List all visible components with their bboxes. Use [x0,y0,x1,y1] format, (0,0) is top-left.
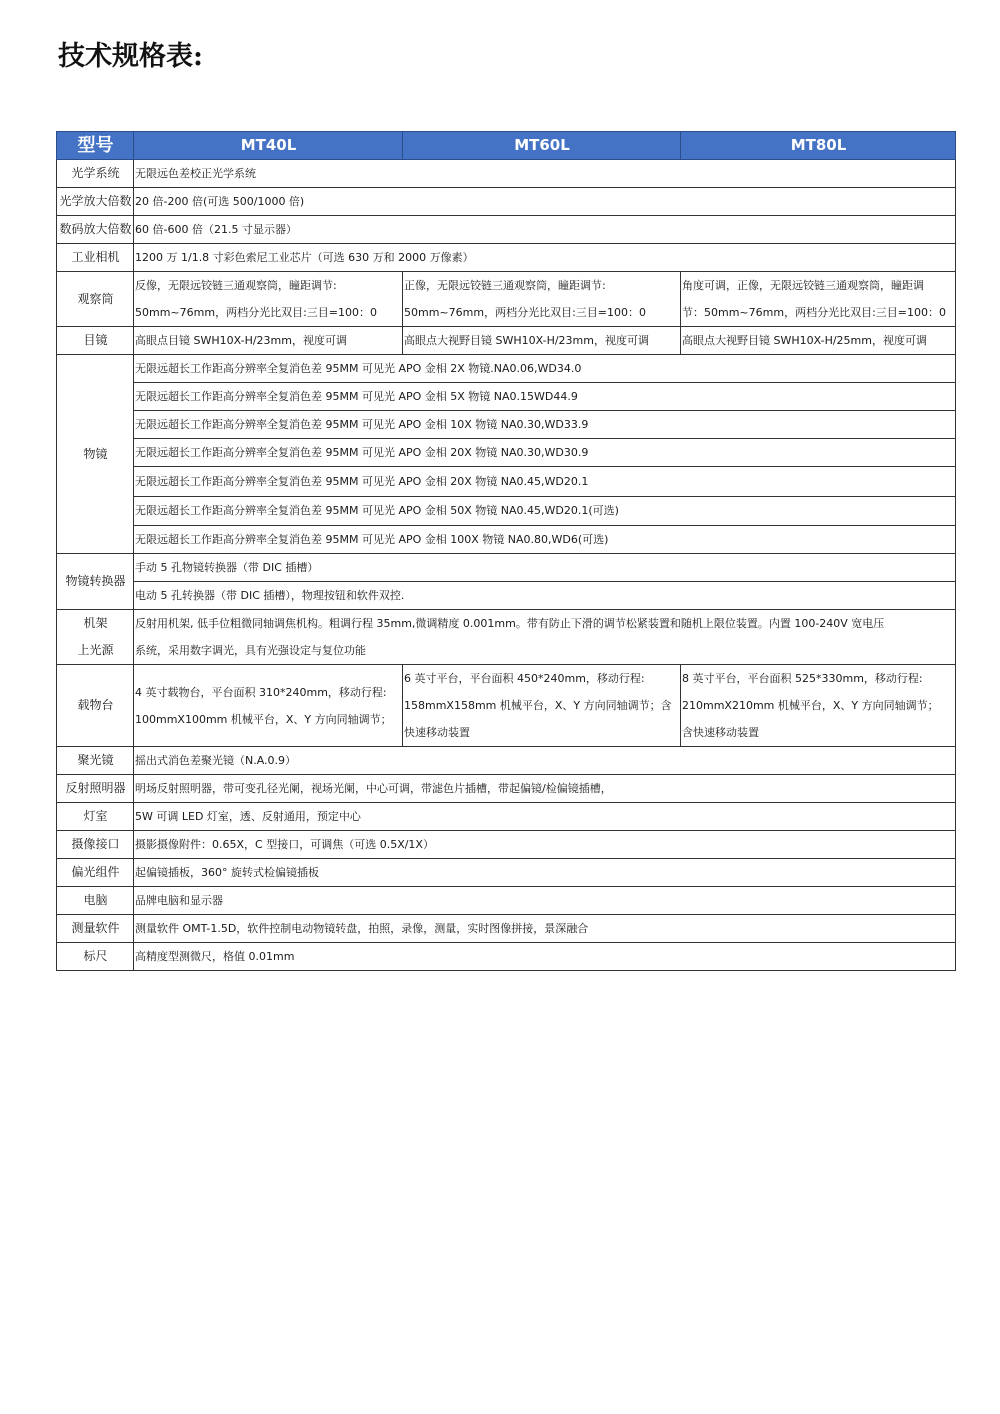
eyepiece-mt80l: 高眼点大视野目镜 SWH10X-H/25mm，视度可调 [681,327,956,355]
objective-item: 无限远超长工作距高分辨率全复消色差 95MM 可见光 APO 金相 20X 物镜 NA0.30,WD30.9 [134,439,956,467]
row-label: 灯室 [57,803,134,831]
row-value: 摇出式消色差聚光镜（N.A.0.9） [134,747,956,775]
row-value: 60 倍-600 倍（21.5 寸显示器） [134,216,956,244]
row-optics-system [57,160,956,188]
row-value: 起偏镜插板，360° 旋转式检偏镜插板 [134,859,956,887]
frame-value [134,610,956,665]
header-row [57,132,956,160]
row-lamp [57,803,956,831]
nosepiece-item: 电动 5 孔转换器（带 DIC 插槽），物理按钮和软件双控. [134,582,956,610]
row-label: 物镜 [57,355,134,554]
row-objective [57,439,956,467]
row-value: 无限远色差校正光学系统 [134,160,956,188]
cell-line: 快速移动装置 [404,726,470,739]
light-source-label: 上光源 [77,643,114,657]
row-camera [57,244,956,272]
row-value: 高精度型测微尺，格值 0.01mm [134,943,956,971]
row-objective [57,467,956,497]
header-model-label: 型号 [57,132,134,160]
cell-line: 正像，无限远铰链三通观察筒，瞳距调节: [404,279,606,292]
cell-line: 210mmX210mm 机械平台，X、Y 方向同轴调节； [682,699,939,712]
frame-label: 机架 [83,616,108,630]
row-computer [57,887,956,915]
cell-line: 8 英寸平台，平台面积 525*330mm，移动行程: [682,672,923,685]
row-value: 测量软件 OMT-1.5D，软件控制电动物镜转盘，拍照，录像，测量，实时图像拼接，景深融合 [134,915,956,943]
row-value: 品牌电脑和显示器 [134,887,956,915]
row-reflector [57,775,956,803]
nosepiece-item: 手动 5 孔物镜转换器（带 DIC 插槽） [134,554,956,582]
row-objective [57,411,956,439]
row-label: 目镜 [57,327,134,355]
spec-table [56,131,956,971]
row-condenser [57,747,956,775]
viewing-tube-mt60l [403,272,681,327]
row-label: 物镜转换器 [57,554,134,610]
header-model-mt40l: MT40L [134,132,403,160]
objective-item: 无限远超长工作距高分辨率全复消色差 95MM 可见光 APO 金相 20X 物镜 NA0.45,WD20.1 [134,467,956,497]
cell-line: 反像，无限远铰链三通观察筒，瞳距调节: [135,279,337,292]
row-label: 工业相机 [57,244,134,272]
row-objective [57,526,956,554]
row-label: 聚光镜 [57,747,134,775]
objective-item: 无限远超长工作距高分辨率全复消色差 95MM 可见光 APO 金相 2X 物镜.NA0.06,WD34.0 [134,355,956,383]
cell-line: 100mmX100mm 机械平台，X、Y 方向同轴调节； [135,712,392,726]
viewing-tube-mt80l [681,272,956,327]
cell-line: 角度可调，正像，无限远铰链三通观察筒，瞳距调 [682,279,924,292]
row-frame [57,610,956,665]
row-nosepiece [57,554,956,582]
row-optical-mag [57,188,956,216]
cell-line: 含快速移动装置 [682,726,759,739]
row-label: 标尺 [57,943,134,971]
row-label: 载物台 [57,665,134,747]
cell-line: 6 英寸平台，平台面积 450*240mm，移动行程: [404,672,645,685]
row-label: 光学系统 [57,160,134,188]
row-label: 摄像接口 [57,831,134,859]
cell-line: 158mmX158mm 机械平台，X、Y 方向同轴调节；含 [404,699,672,712]
eyepiece-mt40l: 高眼点目镜 SWH10X-H/23mm，视度可调 [134,327,403,355]
row-label: 光学放大倍数 [57,188,134,216]
cell-line: 50mm~76mm，两档分光比双目:三目=100：0 [404,306,646,319]
row-value: 摄影摄像附件：0.65X，C 型接口，可调焦（可选 0.5X/1X） [134,831,956,859]
objective-item: 无限远超长工作距高分辨率全复消色差 95MM 可见光 APO 金相 50X 物镜 NA0.45,WD20.1(可选) [134,497,956,526]
row-label [57,610,134,665]
row-value: 20 倍-200 倍(可选 500/1000 倍) [134,188,956,216]
row-camera-port [57,831,956,859]
row-eyepiece [57,327,956,355]
row-label: 偏光组件 [57,859,134,887]
row-label: 电脑 [57,887,134,915]
cell-line: 反射用机架, 低手位粗微同轴调焦机构。粗调行程 35mm,微调精度 0.001mm。带有防止下滑的调节松紧装置和随机上限位装置。内置 100-240V 宽电压 [135,617,885,630]
row-label: 反射照明器 [57,775,134,803]
objective-item: 无限远超长工作距高分辨率全复消色差 95MM 可见光 APO 金相 5X 物镜 NA0.15WD44.9 [134,383,956,411]
row-stage [57,665,956,747]
row-objective [57,497,956,526]
row-value: 明场反射照明器，带可变孔径光阑，视场光阑，中心可调，带滤色片插槽，带起偏镜/检偏镜插槽， [134,775,956,803]
row-label: 数码放大倍数 [57,216,134,244]
stage-mt60l [403,665,681,747]
row-polarizer [57,859,956,887]
objective-item: 无限远超长工作距高分辨率全复消色差 95MM 可见光 APO 金相 10X 物镜 NA0.30,WD33.9 [134,411,956,439]
row-viewing-tube [57,272,956,327]
row-label: 观察筒 [57,272,134,327]
cell-line: 系统，采用数字调光，具有光强设定与复位功能 [135,644,366,657]
page-title: 技术规格表: [58,41,203,72]
header-model-mt80l: MT80L [681,132,956,160]
row-nosepiece [57,582,956,610]
eyepiece-mt60l: 高眼点大视野目镜 SWH10X-H/23mm，视度可调 [403,327,681,355]
stage-mt80l [681,665,956,747]
row-value: 5W 可调 LED 灯室，透、反射通用，预定中心 [134,803,956,831]
stage-mt40l [134,665,403,747]
objective-item: 无限远超长工作距高分辨率全复消色差 95MM 可见光 APO 金相 100X 物镜 NA0.80,WD6(可选) [134,526,956,554]
cell-line: 节：50mm~76mm，两档分光比双目:三目=100：0 [682,306,946,319]
row-label: 测量软件 [57,915,134,943]
row-digital-mag [57,216,956,244]
row-objective [57,355,956,383]
row-scale [57,943,956,971]
row-software [57,915,956,943]
cell-line: 50mm~76mm，两档分光比双目:三目=100：0 [135,306,377,319]
viewing-tube-mt40l [134,272,403,327]
row-objective [57,383,956,411]
cell-line: 4 英寸载物台，平台面积 310*240mm，移动行程: [135,685,387,699]
header-model-mt60l: MT60L [403,132,681,160]
row-value: 1200 万 1/1.8 寸彩色索尼工业芯片（可选 630 万和 2000 万像素） [134,244,956,272]
